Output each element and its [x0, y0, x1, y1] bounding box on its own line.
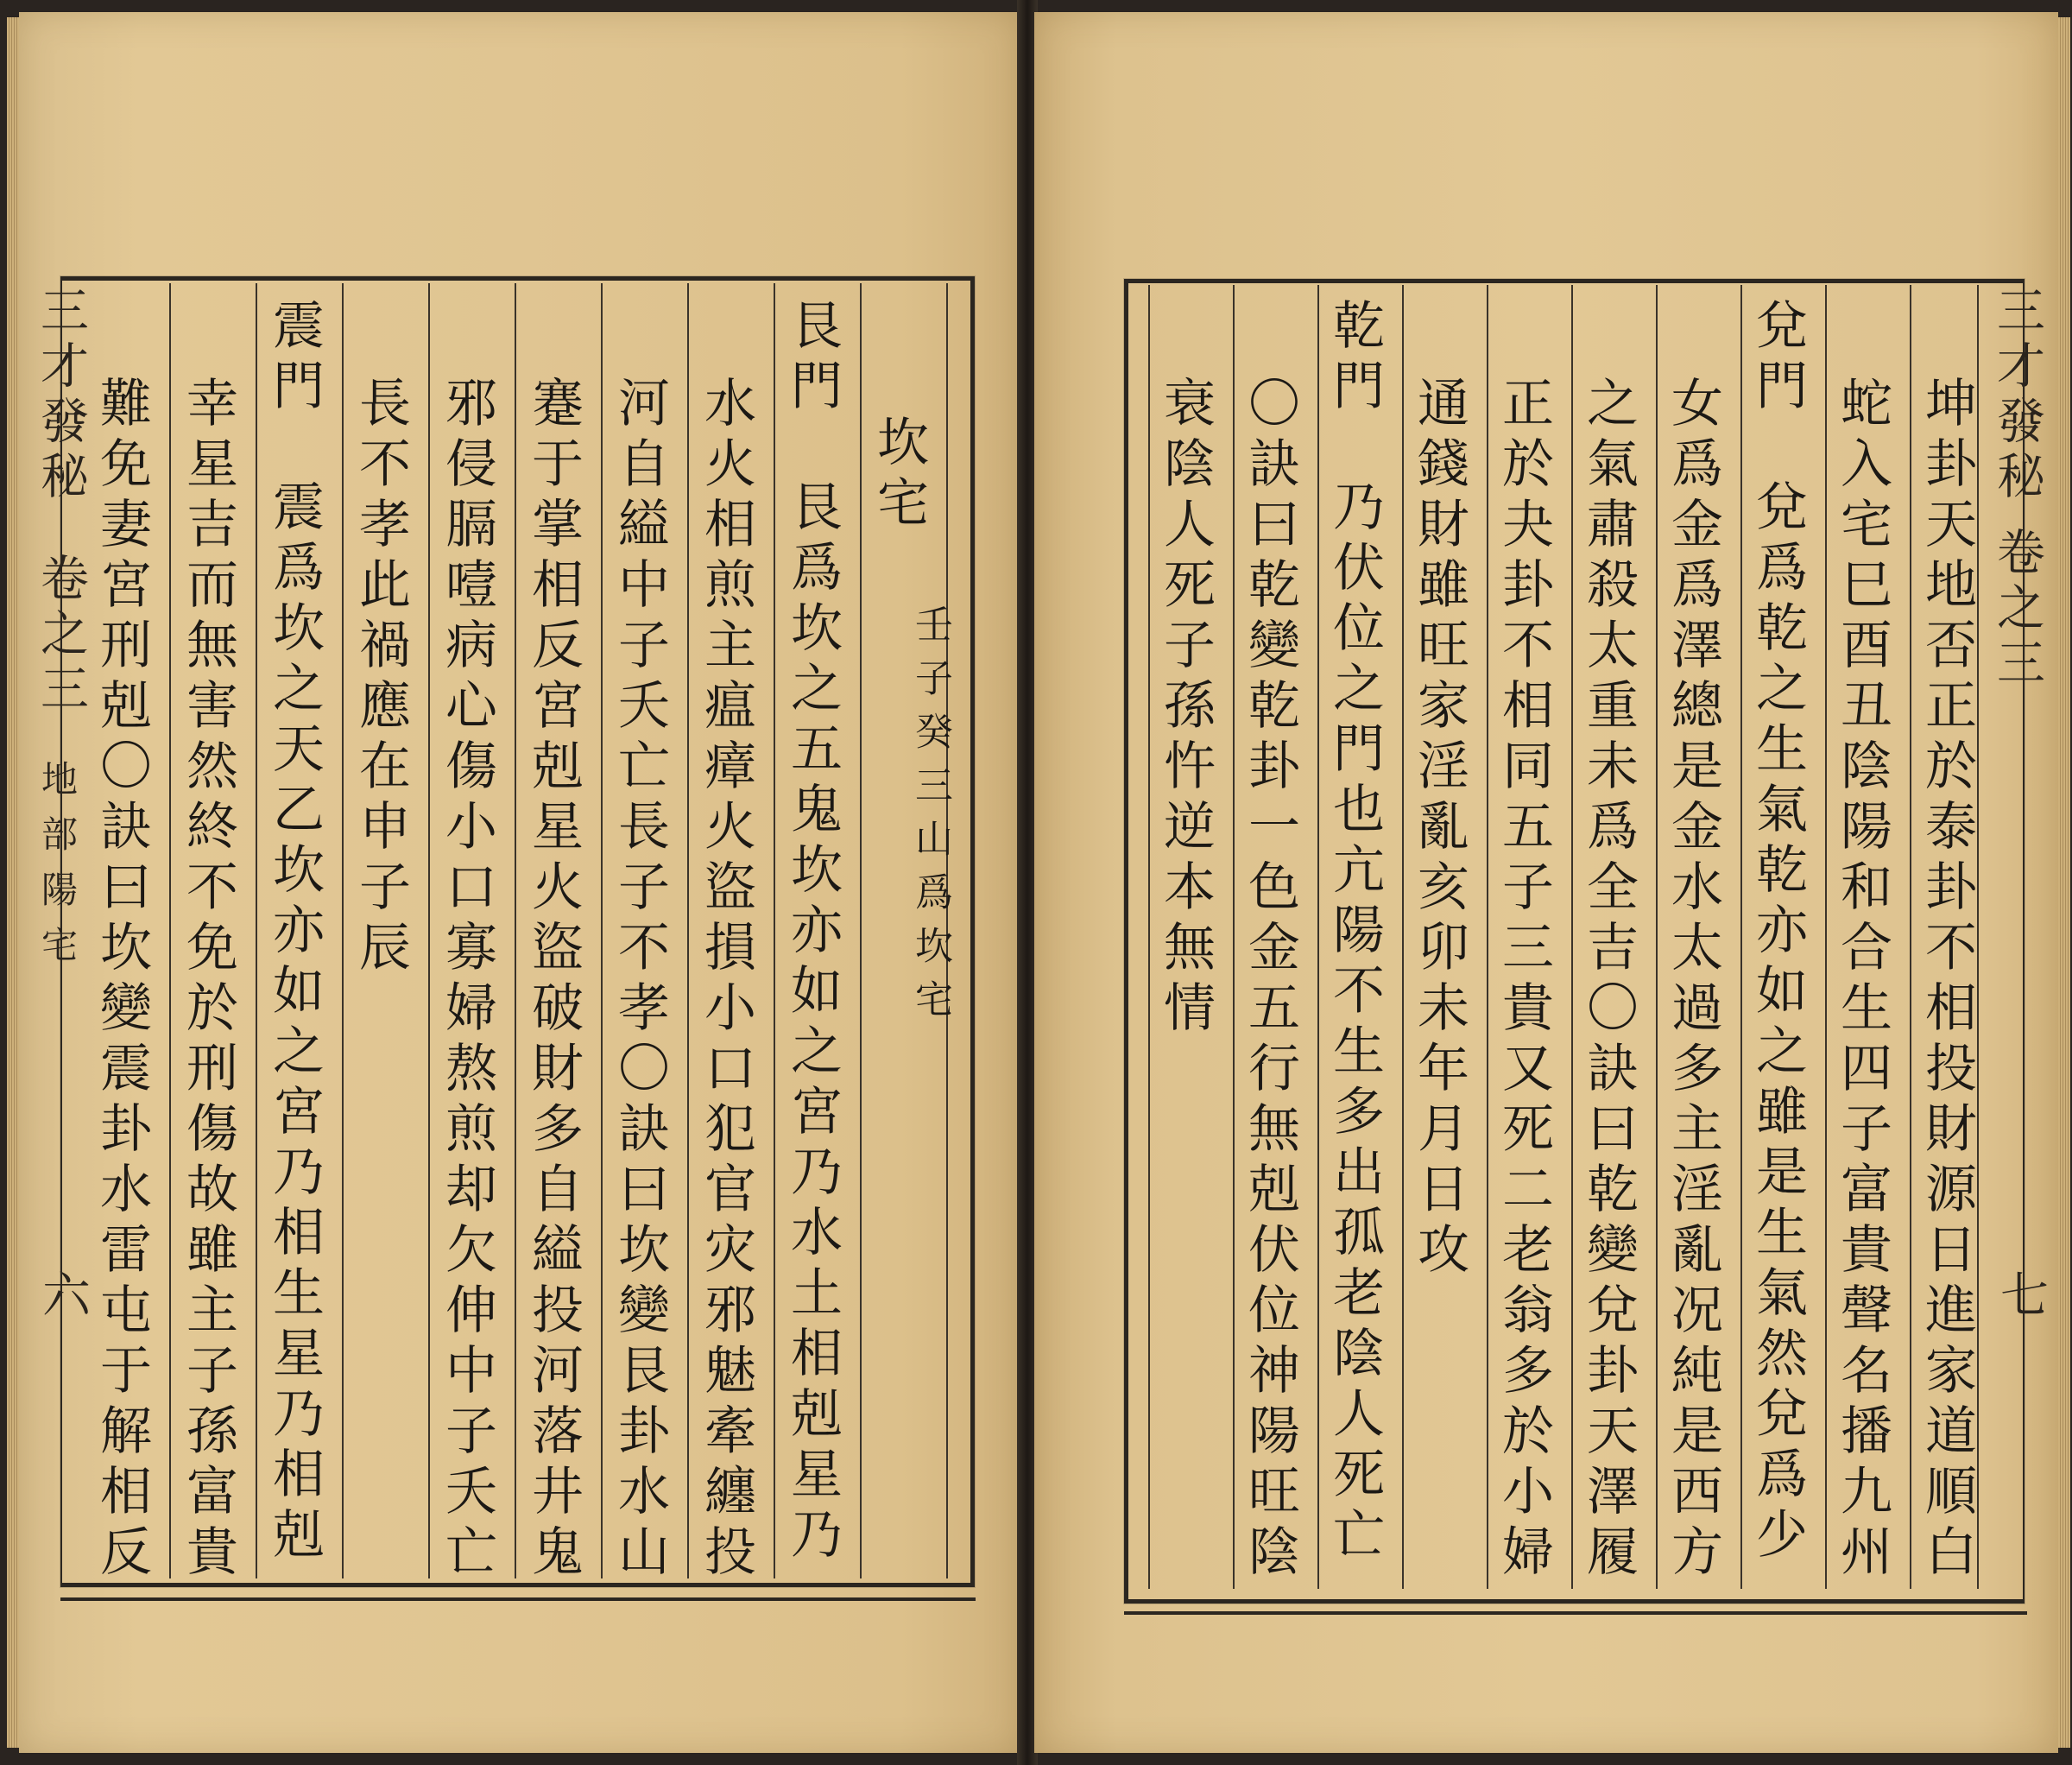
- column-rule: [1825, 285, 1827, 1589]
- text-column: 衰陰人死子孫忤逆本無情: [1155, 376, 1216, 1041]
- text-column: 艮門 艮爲坎之五鬼坎亦如之宮乃水土相剋星乃: [782, 298, 843, 1567]
- column-rule: [256, 283, 257, 1578]
- column-rule: [1571, 285, 1573, 1589]
- left-fold-title: 三才發秘: [33, 285, 89, 506]
- column-rule: [1317, 285, 1319, 1589]
- text-column: 蹇于掌相反宮剋星火盜破財多自縊投河落井鬼: [523, 376, 584, 1585]
- column-rule: [1233, 285, 1235, 1589]
- left-page-edges: [7, 17, 19, 1748]
- column-rule: [687, 283, 689, 1578]
- text-column: 乾門 乃伏位之門也亢陽不生多出孤老陰人死亡: [1324, 298, 1385, 1567]
- column-rule: [1910, 285, 1911, 1589]
- column-rule: [1402, 285, 1404, 1589]
- right-fold-volume: 卷之三: [1989, 527, 2045, 693]
- text-column: 河自縊中子夭亡長子不孝〇訣曰坎變艮卦水山: [610, 376, 670, 1585]
- text-column: 震門 震爲坎之天乙坎亦如之宮乃相生星乃相剋: [264, 298, 325, 1567]
- column-rule: [601, 283, 603, 1578]
- text-column: 蛇入宅巳酉丑陰陽和合生四子富貴聲名播九州: [1832, 376, 1892, 1585]
- text-column: 長不孝此禍應在申子辰: [351, 376, 411, 980]
- column-rule: [169, 283, 171, 1578]
- right-fold-title: 三才發秘: [1989, 285, 2045, 506]
- text-column: 正於夬卦不相同五子三貴又死二老翁多於小婦: [1494, 376, 1554, 1585]
- left-bottom-rule: [60, 1597, 976, 1601]
- text-column: 坤卦天地否正於泰卦不相投財源日進家道順白: [1917, 376, 1977, 1585]
- column-rule: [1656, 285, 1658, 1589]
- column-rule: [1487, 285, 1488, 1589]
- column-rule: [774, 283, 775, 1578]
- column-rule: [428, 283, 430, 1578]
- text-column: 難免妻宮刑剋〇訣曰坎變震卦水雷屯于解相反: [92, 376, 152, 1585]
- text-column: 幸星吉而無害然終不免於刑傷故雖主子孫富貴: [178, 376, 238, 1585]
- column-rule: [860, 283, 862, 1578]
- left-fold-volume: 卷之三: [33, 553, 89, 718]
- left-fold-section: 地部陽宅: [36, 760, 79, 981]
- text-column: 之氣肅殺太重未爲全吉〇訣曰乾變兌卦天澤履: [1578, 376, 1639, 1585]
- text-column: 女爲金爲澤總是金水太過多主淫亂况純是西方: [1663, 376, 1723, 1585]
- text-column: 兌門 兌爲乾之生氣乾亦如之雖是生氣然兌爲少: [1747, 298, 1808, 1567]
- text-column: 水火相煎主瘟瘴火盜損小口犯官灾邪魅牽纏投: [696, 376, 756, 1585]
- left-fold-page-mark: 六: [35, 1269, 91, 1325]
- text-column: 通錢財雖旺家淫亂亥卯未年月日攻: [1409, 376, 1469, 1282]
- column-heading-kan-zhai: 坎宅: [869, 414, 929, 535]
- right-bottom-rule: [1124, 1611, 2027, 1615]
- text-column: 邪侵膈噎病心傷小口寡婦熬煎却欠伸中子夭亡: [437, 376, 497, 1585]
- column-heading-note: 壬子癸三山爲坎宅: [908, 604, 952, 1033]
- column-rule: [1977, 285, 1979, 1589]
- right-page-edges: [2058, 17, 2070, 1748]
- column-rule: [515, 283, 516, 1578]
- column-rule: [1740, 285, 1742, 1589]
- column-rule: [342, 283, 344, 1578]
- text-column: 〇訣曰乾變乾卦一色金五行無剋伏位神陽旺陰: [1240, 376, 1300, 1585]
- right-fold-page-mark: 七: [1993, 1269, 2049, 1325]
- column-rule: [1148, 285, 1150, 1589]
